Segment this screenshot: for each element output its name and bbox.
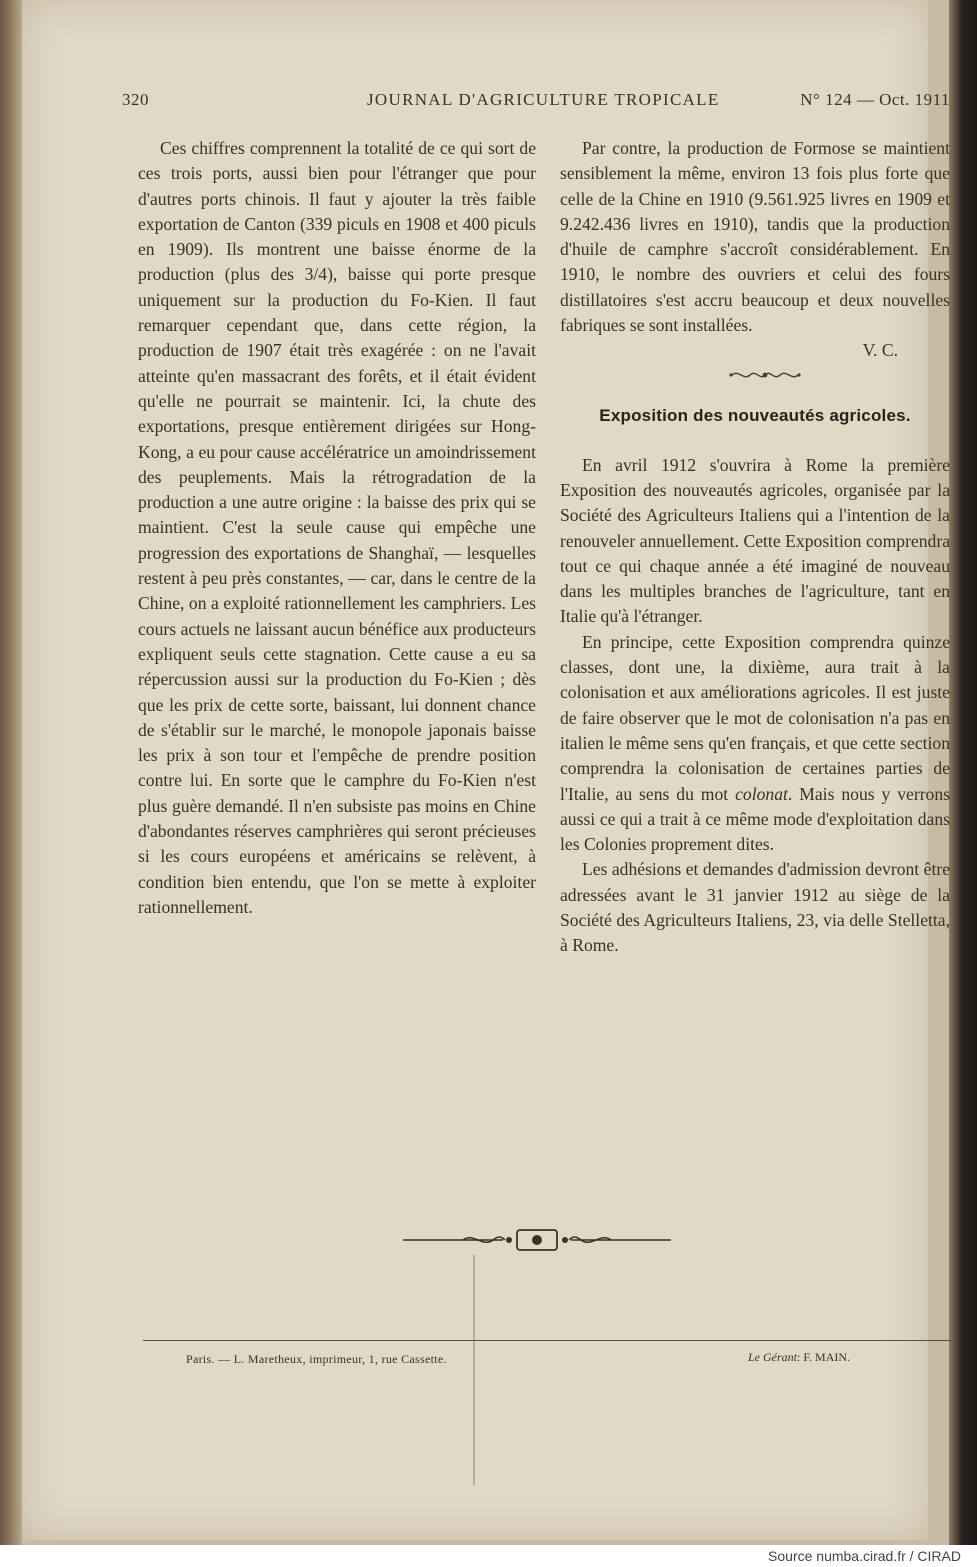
left-binding-edge	[0, 0, 22, 1545]
footer-rule	[143, 1340, 951, 1341]
issue-number: N° 124 — Oct. 1911	[800, 90, 950, 109]
manager-name: : F. MAIN.	[797, 1350, 851, 1364]
formose-paragraph: Par contre, la production de Formose se maintient sensiblement la même, environ 13 fois plus forte que celle de la Chine en 1910 (9.561.925 livres en 1909 et 9.242.436 livres en 1910), tandis que la production d'huile de camphre s'accroît considérablement. En 1910, le nombre des ouvriers et celui des fours distillatoires s'est accru beaucoup et deux nouvelles fabriques se sont installées.	[560, 138, 950, 336]
paper-fold-line	[473, 1255, 475, 1485]
manager-imprint	[748, 1350, 850, 1365]
end-ornament-icon	[403, 1228, 671, 1252]
page-number: 320	[122, 90, 149, 109]
printer-imprint: Paris. — L. Maretheux, imprimeur, 1, rue Cassette.	[186, 1352, 447, 1366]
italic-term: colonat	[735, 783, 788, 804]
left-paragraph: Ces chiffres comprennent la totalité de ce qui sort de ces trois ports, aussi bien pour l'étranger que pour d'autres ports chinois. Il faut y ajouter la très faible exportation de Canton (339 piculs en 1908 et 400 piculs en 1909). Ils montrent une baisse énorme de la production (plus des 3/4), baisse qui porte presque uniquement sur la production du Fo-Kien. Il faut remarquer cependant que, dans cette région, la production de 1907 était très exagérée : on ne l'avait atteinte qu'en massacrant des forêts, et il était évident qu'elle ne pourrait se maintenir. Ici, la chute des exportations, presque entièrement dirigées sur Hong-Kong, a eu pour cause accélératrice un amoindrissement des peuplements. Mais la rétrogradation de la production a une autre origine : la baisse des prix qui se maintient. C'est la seule cause qui empêche une progression des exportations de Shanghaï, — lesquelles restent à peu près constantes, — car, dans le centre de la Chine, on a exploité rationnellement les camphriers. Les cours actuels ne laissant aucun bénéfice aux producteurs expliquent seuls cette stagnation. Cette cause a eu sa répercussion aussi sur la production du Fo-Kien ; dès que les prix de cette sorte, baissant, lui donnent chance de s'établir sur le marché, le monopole japonais baisse les prix à son tour et l'empêche de prendre position contre lui. En sorte que le camphre du Fo-Kien n'est plus guère demandé. Il n'en subsiste pas moins en Chine d'abondantes réserves camphrières qui seront précieuses si les cours européens et américains se relèvent, à condition bien entendu, que l'on se mette à exploiter rationnellement.	[138, 138, 536, 917]
classes-text-end: . Mais nous y verrons aussi ce qui a trait à ce même mode d'exploitation dans les Colonies proprement dites.	[560, 783, 951, 855]
classes-paragraph	[560, 630, 950, 858]
right-column	[560, 136, 950, 959]
source-credit: Source numba.cirad.fr / CIRAD	[768, 1548, 961, 1564]
manager-label: Le Gérant	[748, 1350, 797, 1364]
left-column	[138, 136, 536, 920]
classes-text-start: En principe, cette Exposition comprendra quinze classes, dont une, la dixième, aura trait à la colonisation et aux améliorations agricoles. Il est juste de faire observer que le mot de colonisation n'a pas en italien le même sens qu'en français, et que cette section comprendra la colonisation de certaines parties de l'Italie, au sens du mot	[560, 631, 950, 804]
small-ornament-icon	[560, 364, 950, 386]
exposition-paragraph: En avril 1912 s'ouvrira à Rome la première Exposition des nouveautés agricoles, organisée par la Société des Agriculteurs Italiens qui a l'intention de la renouveler annuellement. Cette Exposition comprendra tout ce qui chaque année a été imaginé de nouveau dans les multiples branches de l'agriculture, tant en Italie qu'à l'étranger.	[560, 454, 950, 627]
author-signature: V. C.	[862, 340, 898, 361]
section-title: Exposition des nouveautés agricoles.	[599, 405, 911, 425]
journal-title: JOURNAL D'AGRICULTURE TROPICALE	[367, 90, 720, 109]
right-binding-edge	[949, 0, 977, 1545]
running-header	[122, 90, 950, 114]
admission-paragraph: Les adhésions et demandes d'admission devront être adressées avant le 31 janvier 1912 au siège de la Société des Agriculteurs Italiens, 23, via delle Stelletta, à Rome.	[560, 859, 950, 956]
